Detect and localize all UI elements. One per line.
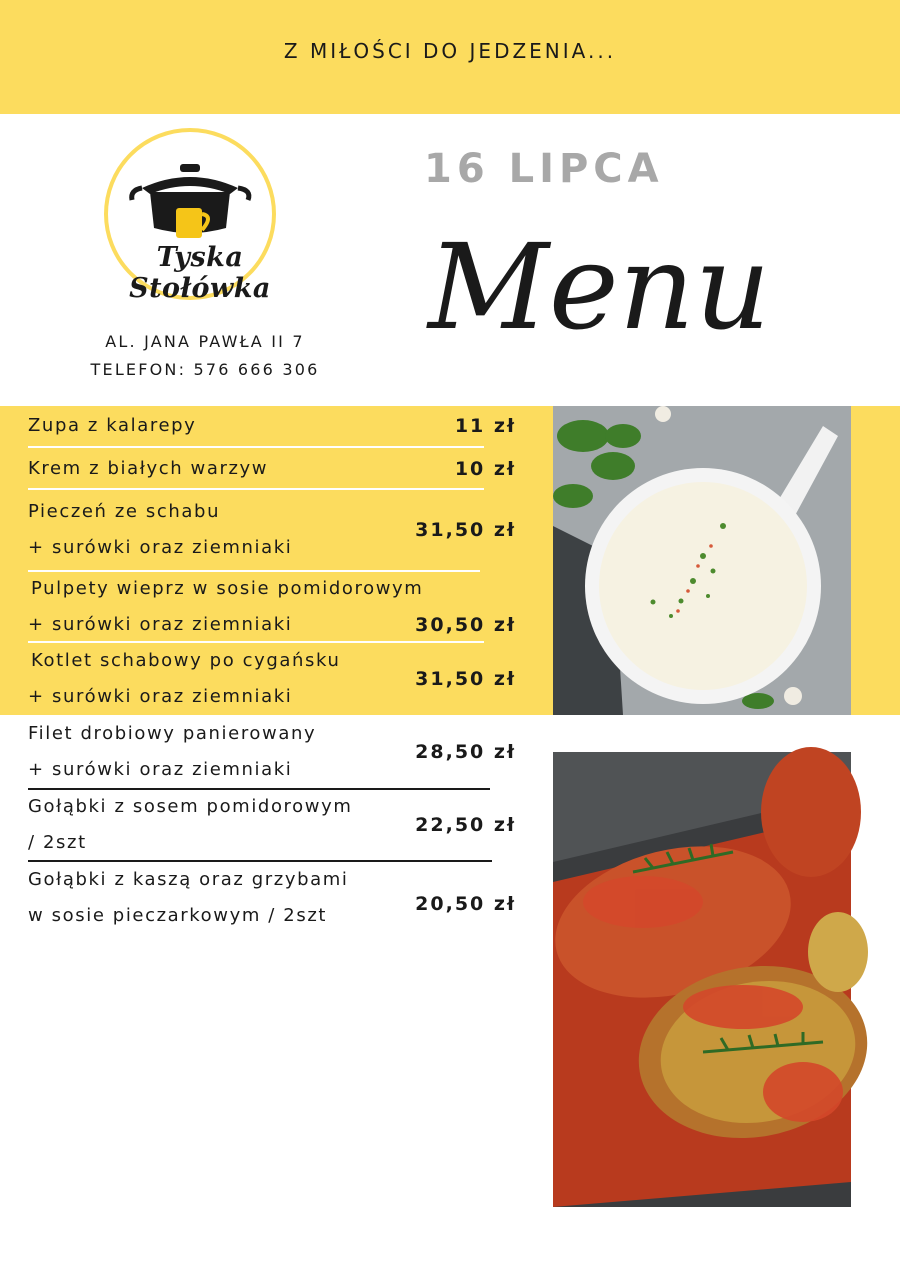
item-sides: + surówki oraz ziemniaki	[28, 759, 293, 780]
item-price: 10 zł	[454, 458, 516, 480]
cabbage-rolls-photo	[553, 752, 851, 1207]
item-price: 30,50 zł	[415, 614, 516, 636]
cabbage-rolls-illustration	[553, 752, 851, 1207]
menu-date: 16 LIPCA	[424, 146, 664, 192]
item-sides: + surówki oraz ziemniaki	[28, 686, 293, 707]
item-name: Krem z białych warzyw	[28, 458, 269, 479]
soup-illustration	[553, 406, 851, 715]
item-sides: + surówki oraz ziemniaki	[28, 537, 293, 558]
menu-item	[28, 789, 516, 861]
menu-item	[28, 571, 516, 643]
item-name: Zupa z kalarepy	[28, 415, 197, 436]
divider	[28, 446, 484, 448]
phone: TELEFON: 576 666 306	[90, 360, 320, 379]
menu-title	[418, 200, 771, 380]
item-sides: + surówki oraz ziemniaki	[28, 614, 293, 635]
item-sides: w sosie pieczarkowym / 2szt	[28, 905, 328, 926]
menu-item	[28, 862, 516, 934]
cream-soup-photo	[553, 406, 851, 715]
item-price: 22,50 zł	[415, 814, 516, 836]
tagline: Z MIŁOŚCI DO JEDZENIA...	[283, 39, 617, 63]
item-price: 31,50 zł	[415, 668, 516, 690]
menu-item	[28, 716, 516, 788]
logo-name: Tyska Stołówka	[129, 242, 271, 304]
menu-item	[28, 451, 516, 487]
item-name: Gołąbki z sosem pomidorowym	[28, 796, 353, 817]
item-name: Pieczeń ze schabu	[28, 501, 221, 522]
item-name: Pulpety wieprz w sosie pomidorowym	[31, 578, 424, 599]
menu-item	[28, 643, 516, 715]
item-sides: / 2szt	[28, 832, 87, 853]
svg-text:Menu: Menu	[428, 218, 771, 356]
item-price: 11 zł	[454, 415, 516, 437]
item-price: 28,50 zł	[415, 741, 516, 763]
top-banner	[0, 0, 900, 114]
item-name: Filet drobiowy panierowany	[28, 723, 317, 744]
contact-block	[60, 328, 350, 384]
divider	[28, 488, 484, 490]
item-name: Gołąbki z kaszą oraz grzybami	[28, 869, 349, 890]
address: AL. JANA PAWŁA II 7	[105, 332, 305, 351]
menu-item	[28, 408, 516, 444]
item-price: 20,50 zł	[415, 893, 516, 915]
item-price: 31,50 zł	[415, 519, 516, 541]
item-name: Kotlet schabowy po cygańsku	[31, 650, 341, 671]
menu-item	[28, 494, 516, 566]
